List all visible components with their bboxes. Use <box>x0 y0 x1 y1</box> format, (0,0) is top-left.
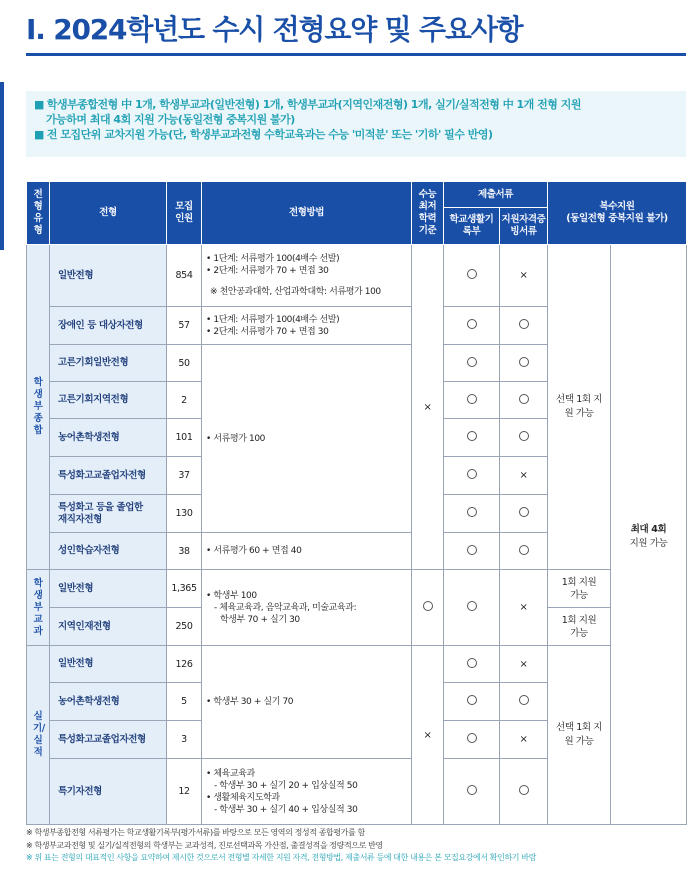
doc-proof-mark <box>500 495 548 533</box>
notice-line-3: ■ 전 모집단위 교차지원 가능(단, 학생부교과전형 수학교육과는 수능 '미적분' 또는 '기하' 필수 반영) <box>34 128 493 141</box>
doc-record-mark <box>444 570 500 646</box>
row-quota: 3 <box>167 721 202 759</box>
admission-summary-table <box>26 181 687 825</box>
row-name: 일반전형 <box>50 646 167 683</box>
csat-required-subject <box>412 570 444 646</box>
csat-none-practical: × <box>412 646 444 825</box>
row-method-doc100: • 서류평가 100 <box>202 345 412 533</box>
doc-record-mark <box>444 245 500 307</box>
row-name: 농어촌학생전형 <box>50 419 167 457</box>
circle-icon <box>423 601 433 611</box>
header-multi: 복수지원 (동일전형 중복지원 불가) <box>548 182 687 245</box>
doc-proof-mark: × <box>500 457 548 495</box>
square-bullet-icon: ■ <box>34 98 44 111</box>
doc-proof-mark <box>500 382 548 419</box>
doc-proof-mark: × <box>500 245 548 307</box>
row-quota: 12 <box>167 759 202 825</box>
row-method: • 1단계: 서류평가 100(4배수 선발) • 2단계: 서류평가 70 + 면접 30 <box>202 307 412 345</box>
multi-comprehensive: 선택 1회 지원 가능 <box>548 245 611 570</box>
doc-record-mark <box>444 382 500 419</box>
doc-proof-mark: × <box>500 721 548 759</box>
footnote-2: ※ 학생부교과전형 및 실기/실적전형의 학생부는 교과성적, 진로선택과목 가산점, 출결성적을 정량적으로 반영 <box>26 840 383 850</box>
table-row <box>27 646 687 683</box>
circle-icon <box>467 658 477 668</box>
doc-proof-mark <box>500 345 548 382</box>
circle-icon <box>519 507 529 517</box>
row-method: • 체육교육과 - 학생부 30 + 실기 20 + 입상실적 50 • 생활체육지도학과 - 학생부 30 + 실기 40 + 입상실적 30 <box>202 759 412 825</box>
circle-icon <box>519 431 529 441</box>
notice-box <box>26 91 686 157</box>
header-method: 전형방법 <box>202 182 412 245</box>
doc-proof-mark <box>500 307 548 345</box>
row-method-subject: • 학생부 100 - 체육교육과, 음악교육과, 미술교육과: 학생부 70 + 실기 30 <box>202 570 412 646</box>
notice-line-1: ■ 학생부종합전형 中 1개, 학생부교과(일반전형) 1개, 학생부교과(지역인재전형) 1개, 실기/실적전형 中 1개 전형 지원 <box>34 98 581 111</box>
doc-record-mark <box>444 419 500 457</box>
circle-icon <box>467 695 477 705</box>
multi-subject-general: 1회 지원 가능 <box>548 570 611 608</box>
circle-icon <box>519 545 529 555</box>
doc-record-mark <box>444 345 500 382</box>
multi-max: 최대 4회 지원 가능 <box>611 245 687 825</box>
square-bullet-icon: ■ <box>34 128 44 141</box>
doc-record-mark <box>444 533 500 570</box>
footnotes <box>26 827 686 865</box>
circle-icon <box>519 785 529 795</box>
row-quota: 5 <box>167 683 202 721</box>
header-csat: 수능최저학력기준 <box>412 182 444 245</box>
row-quota: 101 <box>167 419 202 457</box>
header-type: 전형유형 <box>27 182 50 245</box>
row-quota: 250 <box>167 608 202 646</box>
table-row <box>27 570 687 608</box>
doc-record-mark <box>444 495 500 533</box>
group-label-practical: 실기/실적 <box>27 646 50 825</box>
doc-proof-mark <box>500 533 548 570</box>
circle-icon <box>519 319 529 329</box>
circle-icon <box>467 733 477 743</box>
header-doc-record: 학교생활기록부 <box>444 208 500 245</box>
doc-proof-mark <box>500 683 548 721</box>
row-quota: 50 <box>167 345 202 382</box>
row-method-practical: • 학생부 30 + 실기 70 <box>202 646 412 759</box>
row-name: 장애인 등 대상자전형 <box>50 307 167 345</box>
row-name: 특성화고교졸업자전형 <box>50 457 167 495</box>
row-quota: 38 <box>167 533 202 570</box>
circle-icon <box>467 507 477 517</box>
circle-icon <box>467 545 477 555</box>
row-name: 농어촌학생전형 <box>50 683 167 721</box>
row-name: 특성화고교졸업자전형 <box>50 721 167 759</box>
header-quota: 모집인원 <box>167 182 202 245</box>
row-method: • 1단계: 서류평가 100(4배수 선발) • 2단계: 서류평가 70 + 면접 30 ※ 천안공과대학, 산업과학대학: 서류평가 100 <box>202 245 412 307</box>
multi-subject-local: 1회 지원 가능 <box>548 608 611 646</box>
row-name: 일반전형 <box>50 570 167 608</box>
doc-record-mark <box>444 457 500 495</box>
row-quota: 130 <box>167 495 202 533</box>
row-name: 특기자전형 <box>50 759 167 825</box>
doc-proof-mark <box>500 419 548 457</box>
table-row <box>27 245 687 307</box>
row-quota: 126 <box>167 646 202 683</box>
header-name: 전형 <box>50 182 167 245</box>
multi-practical: 선택 1회 지원 가능 <box>548 646 611 825</box>
circle-icon <box>519 695 529 705</box>
row-name: 성인학습자전형 <box>50 533 167 570</box>
header-doc-proof: 지원자격증빙서류 <box>500 208 548 245</box>
circle-icon <box>467 394 477 404</box>
doc-record-mark <box>444 307 500 345</box>
doc-record-mark <box>444 683 500 721</box>
doc-proof-mark <box>500 759 548 825</box>
doc-record-mark <box>444 646 500 683</box>
row-quota: 37 <box>167 457 202 495</box>
row-name: 지역인재전형 <box>50 608 167 646</box>
circle-icon <box>467 431 477 441</box>
row-quota: 854 <box>167 245 202 307</box>
circle-icon <box>467 319 477 329</box>
footnote-3: ※ 위 표는 전형의 대표적인 사항을 요약하여 제시한 것으로서 전형별 자세한 지원 자격, 전형방법, 제출서류 등에 대한 내용은 본 모집요강에서 확인하기 바람 <box>26 853 536 862</box>
circle-icon <box>467 269 477 279</box>
circle-icon <box>467 469 477 479</box>
circle-icon <box>519 394 529 404</box>
row-quota: 57 <box>167 307 202 345</box>
side-accent-bar <box>0 82 4 250</box>
page-title: Ⅰ. 2024학년도 수시 전형요약 및 주요사항 <box>26 13 523 46</box>
circle-icon <box>519 357 529 367</box>
row-name: 고른기회일반전형 <box>50 345 167 382</box>
row-name: 일반전형 <box>50 245 167 307</box>
doc-record-mark <box>444 759 500 825</box>
row-name: 특성화고 등을 졸업한 재직자전형 <box>50 495 167 533</box>
title-underline <box>26 53 686 56</box>
csat-none-comprehensive: × <box>412 245 444 570</box>
row-method: • 서류평가 60 + 면접 40 <box>202 533 412 570</box>
row-quota: 2 <box>167 382 202 419</box>
circle-icon <box>467 357 477 367</box>
doc-record-mark <box>444 721 500 759</box>
group-label-subject: 학생부교과 <box>27 570 50 646</box>
circle-icon <box>467 785 477 795</box>
doc-proof-mark: × <box>500 646 548 683</box>
notice-line-2: 가능하며 최대 4회 지원 가능(동일전형 중복지원 불가) <box>46 113 295 126</box>
row-quota: 1,365 <box>167 570 202 608</box>
group-label-comprehensive: 학생부종합 <box>27 245 50 570</box>
footnote-1: ※ 학생부종합전형 서류평가는 학교생활기록부(평가서류)를 바탕으로 모든 영역의 정성적 종합평가를 함 <box>26 828 365 837</box>
doc-proof-mark: × <box>500 570 548 646</box>
row-name: 고른기회지역전형 <box>50 382 167 419</box>
header-docs: 제출서류 <box>444 182 548 208</box>
circle-icon <box>467 601 477 611</box>
